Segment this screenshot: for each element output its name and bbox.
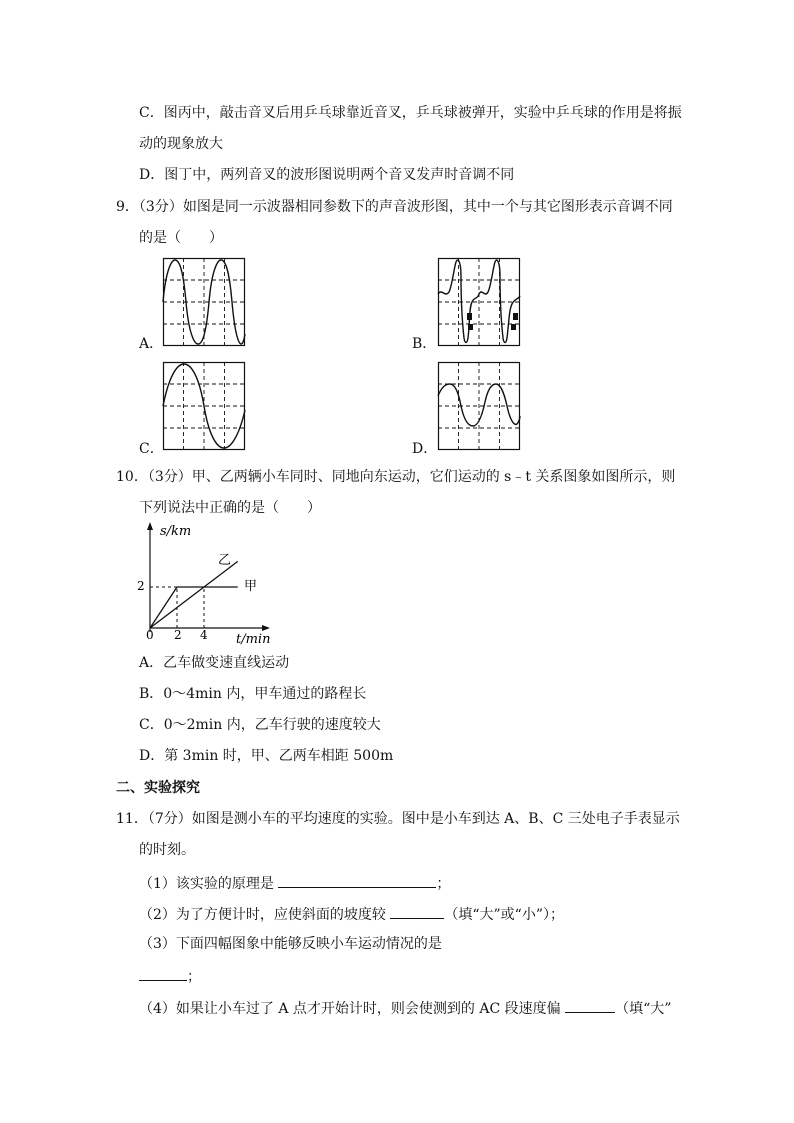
q10-option-d: D．第 3min 时，甲、乙两车相距 500m [139,748,394,764]
q10-option-b: B．0～4min 内，甲车通过的路程长 [139,686,367,702]
q11-part1 [139,872,450,894]
q10-option-a: A．乙车做变速直线运动 [139,655,290,671]
q9-stem-line1: 9．（3分）如图是同一示波器相同参数下的声音波形图，其中一个与其它图形表示音调不同 [116,199,673,215]
q9-stem-line2: 的是（ ） [139,230,223,246]
q11-part1-blank[interactable] [278,872,436,888]
q11-part1-end: ； [436,876,451,892]
q8-option-c-line1: C．图丙中，敲击音叉后用乒乓球靠近音叉，乒乓球被弹开，实验中乒乓球的作用是将振 [139,105,682,121]
waveform-c [163,362,245,450]
x-tick-4: 4 [200,628,208,642]
st-chart [130,518,280,648]
waveform-d [438,362,520,450]
waveform-a [163,258,245,346]
q11-part4-text: （4）如果让小车过了 A 点才开始计时，则会使测到的 AC 段速度偏 [139,1001,566,1017]
q11-part2-text: （2）为了方便计时，应使斜面的坡度较 [139,907,391,923]
q11-part3: （3）下面四幅图象中能够反映小车运动情况的是 [139,936,442,952]
section-2-title: 二、实验探究 [116,780,200,796]
q11-part2-end: （填“大”或“小”）； [444,907,564,923]
q11-part4-end: （填“大” [615,1001,672,1017]
q11-part3-end: ； [187,969,201,985]
x-axis-arrow [262,625,270,631]
q9-label-b: B． [412,336,437,352]
x-axis-label: t/min [236,632,271,647]
x-tick-2: 2 [174,628,182,642]
y-axis-label: s/km [160,524,192,539]
q11-part4 [139,997,671,1019]
q11-part4-blank[interactable] [565,997,615,1013]
q11-part3-blank[interactable] [139,965,187,981]
q11-stem-line1: 11．（7分）如图是测小车的平均速度的实验。图中是小车到达 A、B、C 三处电子手表显示 [116,811,680,827]
q9-label-d: D． [412,441,438,457]
waveform-b [438,258,520,346]
series-yi-segment-0 [150,561,238,628]
y-tick-2: 2 [137,579,145,593]
q11-part2-blank[interactable] [390,903,444,919]
q8-option-d: D．图丁中，两列音叉的波形图说明两个音叉发声时音调不同 [139,167,515,183]
q11-part2 [139,903,564,925]
q10-stem-line2: 下列说法中正确的是（ ） [139,500,321,516]
series-jia-segment-0 [150,587,177,628]
q10-stem-line1: 10．（3分）甲、乙两辆小车同时、同地向东运动，它们运动的 s﹣t 关系图象如图所示，则 [116,469,676,485]
series-label-jia: 甲 [244,579,258,594]
x-tick-0: 0 [146,628,154,642]
q8-option-c-line2: 动的现象放大 [139,136,223,152]
series-label-yi: 乙 [218,553,232,568]
q10-option-c: C．0～2min 内，乙车行驶的速度较大 [139,717,381,733]
q11-part3-answer [139,965,201,987]
q9-label-c: C． [139,441,164,457]
y-axis-arrow [147,522,153,530]
q11-stem-line2: 的时刻。 [139,842,195,858]
q11-part1-text: （1）该实验的原理是 [139,876,279,892]
q9-label-a: A． [139,336,164,352]
